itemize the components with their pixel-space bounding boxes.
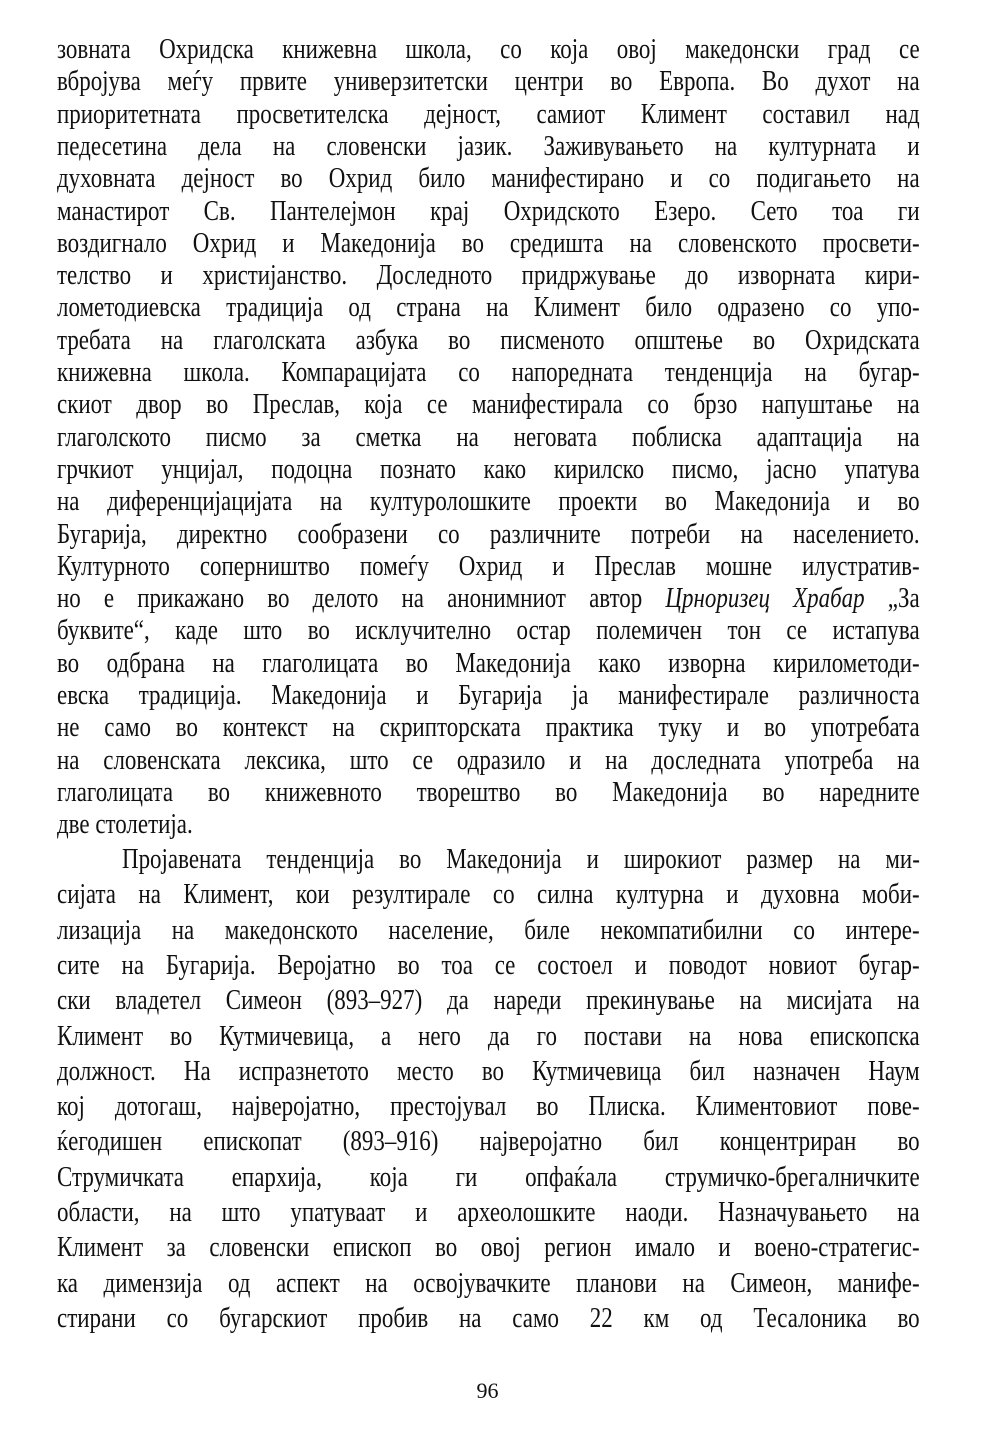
text-line: глаголското писмо за сметка на неговата поблиска адаптација на (57, 421, 920, 453)
text-line: Климент во Кутмичевица, а него да го постави на нова епископска (57, 1020, 920, 1052)
text-line: педесетина дела на словенски јазик. Заживувањето на културната и (57, 130, 920, 162)
text-line: книжевна школа. Компарацијата со напоредната тенденција на бугар- (57, 357, 920, 388)
text-line: области, на што упатуваат и археолошките наоди. Назначувањето на (57, 1197, 920, 1228)
text-line: Пројавената тенденција во Македонија и широкиот размер на ми- (122, 844, 920, 875)
text-line: должност. На испразнетото место во Кутмичевица бил назначен Наум (57, 1055, 920, 1087)
text-line: зовната Охридска книжевна школа, со која овој македонски град се (57, 34, 920, 65)
text-line: ка димензија од аспект на освојувачките планови на Симеон, манифе- (57, 1267, 920, 1299)
text-line: воздигнало Охрид и Македонија во средишта на словенското просвети- (57, 227, 920, 259)
text-line: приоритетната просветителска дејност, самиот Климент составил над (57, 98, 920, 130)
text-line: скиот двор во Преслав, која се манифестирала со брзо напуштање на (57, 389, 920, 421)
page-number: 96 (476, 1378, 499, 1403)
text-span: „За (864, 583, 920, 615)
text-line: Бугарија, директно сообразени со различните потреби на населението. (57, 518, 920, 550)
text-line: кој дотогаш, најверојатно, престојувал во Плиска. Климентовиот пове- (57, 1091, 920, 1123)
text-line: Културното соперништво помеѓу Охрид и Преслав мошне илустратив- (57, 550, 920, 582)
text-line: на словенската лексика, што се одразило и на доследната употреба на (57, 744, 920, 776)
text-line: телство и христијанство. Доследното придржување до изворната кири- (57, 260, 920, 292)
text-line: вбројува меѓу првите универзитетски центри во Европа. Во духот на (57, 66, 920, 98)
text-line: во одбрана на глаголицата во Македонија како изворна кирилометоди- (57, 647, 920, 679)
text-line: сијата на Климент, кои резултирале со силна културна и духовна моби- (57, 879, 920, 911)
text-line: стирани со бугарскиот пробив на само 22 км од Тесалоника во (57, 1302, 920, 1334)
text-span: но е прикажано во делото на анонимниот автор (57, 583, 666, 615)
text-line: грчкиот унцијал, подоцна познато како кирилско писмо, јасно упатува (57, 453, 920, 485)
text-line: буквите“, каде што во исклучително остар полемичен тон се истапува (57, 615, 920, 647)
text-line: требата на глаголската азбука во писменото општење во Охридската (57, 324, 920, 356)
text-line: на диференцијацијата на културолошките проекти во Македонија и во (57, 486, 920, 518)
text-line: глаголицата во книжевното творештво во Македонија во наредните (57, 776, 920, 808)
text-line: лометодиевска традиција од страна на Климент било одразено со упо- (57, 292, 920, 324)
text-line: лизација на македонското население, биле некомпатибилни со интере- (57, 914, 920, 946)
italic-author-name: Црноризец Храбар (665, 583, 865, 615)
text-line: Струмичката епархија, која ги опфаќала струмичко-брегалничките (57, 1161, 920, 1193)
text-line: манастирот Св. Пантелејмон крај Охридското Езеро. Сето тоа ги (57, 195, 920, 227)
text-line: евска традиција. Македонија и Бугарија ја манифестирале различноста (57, 680, 920, 711)
text-line: две столетија. (57, 809, 193, 841)
text-line: духовната дејност во Охрид било манифестирано и со подигањето на (57, 163, 920, 195)
text-line: не само во контекст на скрипторската практика туку и во употребата (57, 712, 920, 744)
text-line: Климент за словенски епископ во овој регион имало и воено-стратегис- (57, 1232, 920, 1264)
text-line: ќегодишен епископат (893–916) најверојатно бил концентриран во (57, 1126, 920, 1158)
text-line (57, 583, 920, 615)
text-line: сите на Бугарија. Веројатно во тоа се состоел и поводот новиот бугар- (57, 949, 920, 981)
text-line: ски владетел Симеон (893–927) да нареди прекинување на мисијата на (57, 985, 920, 1017)
